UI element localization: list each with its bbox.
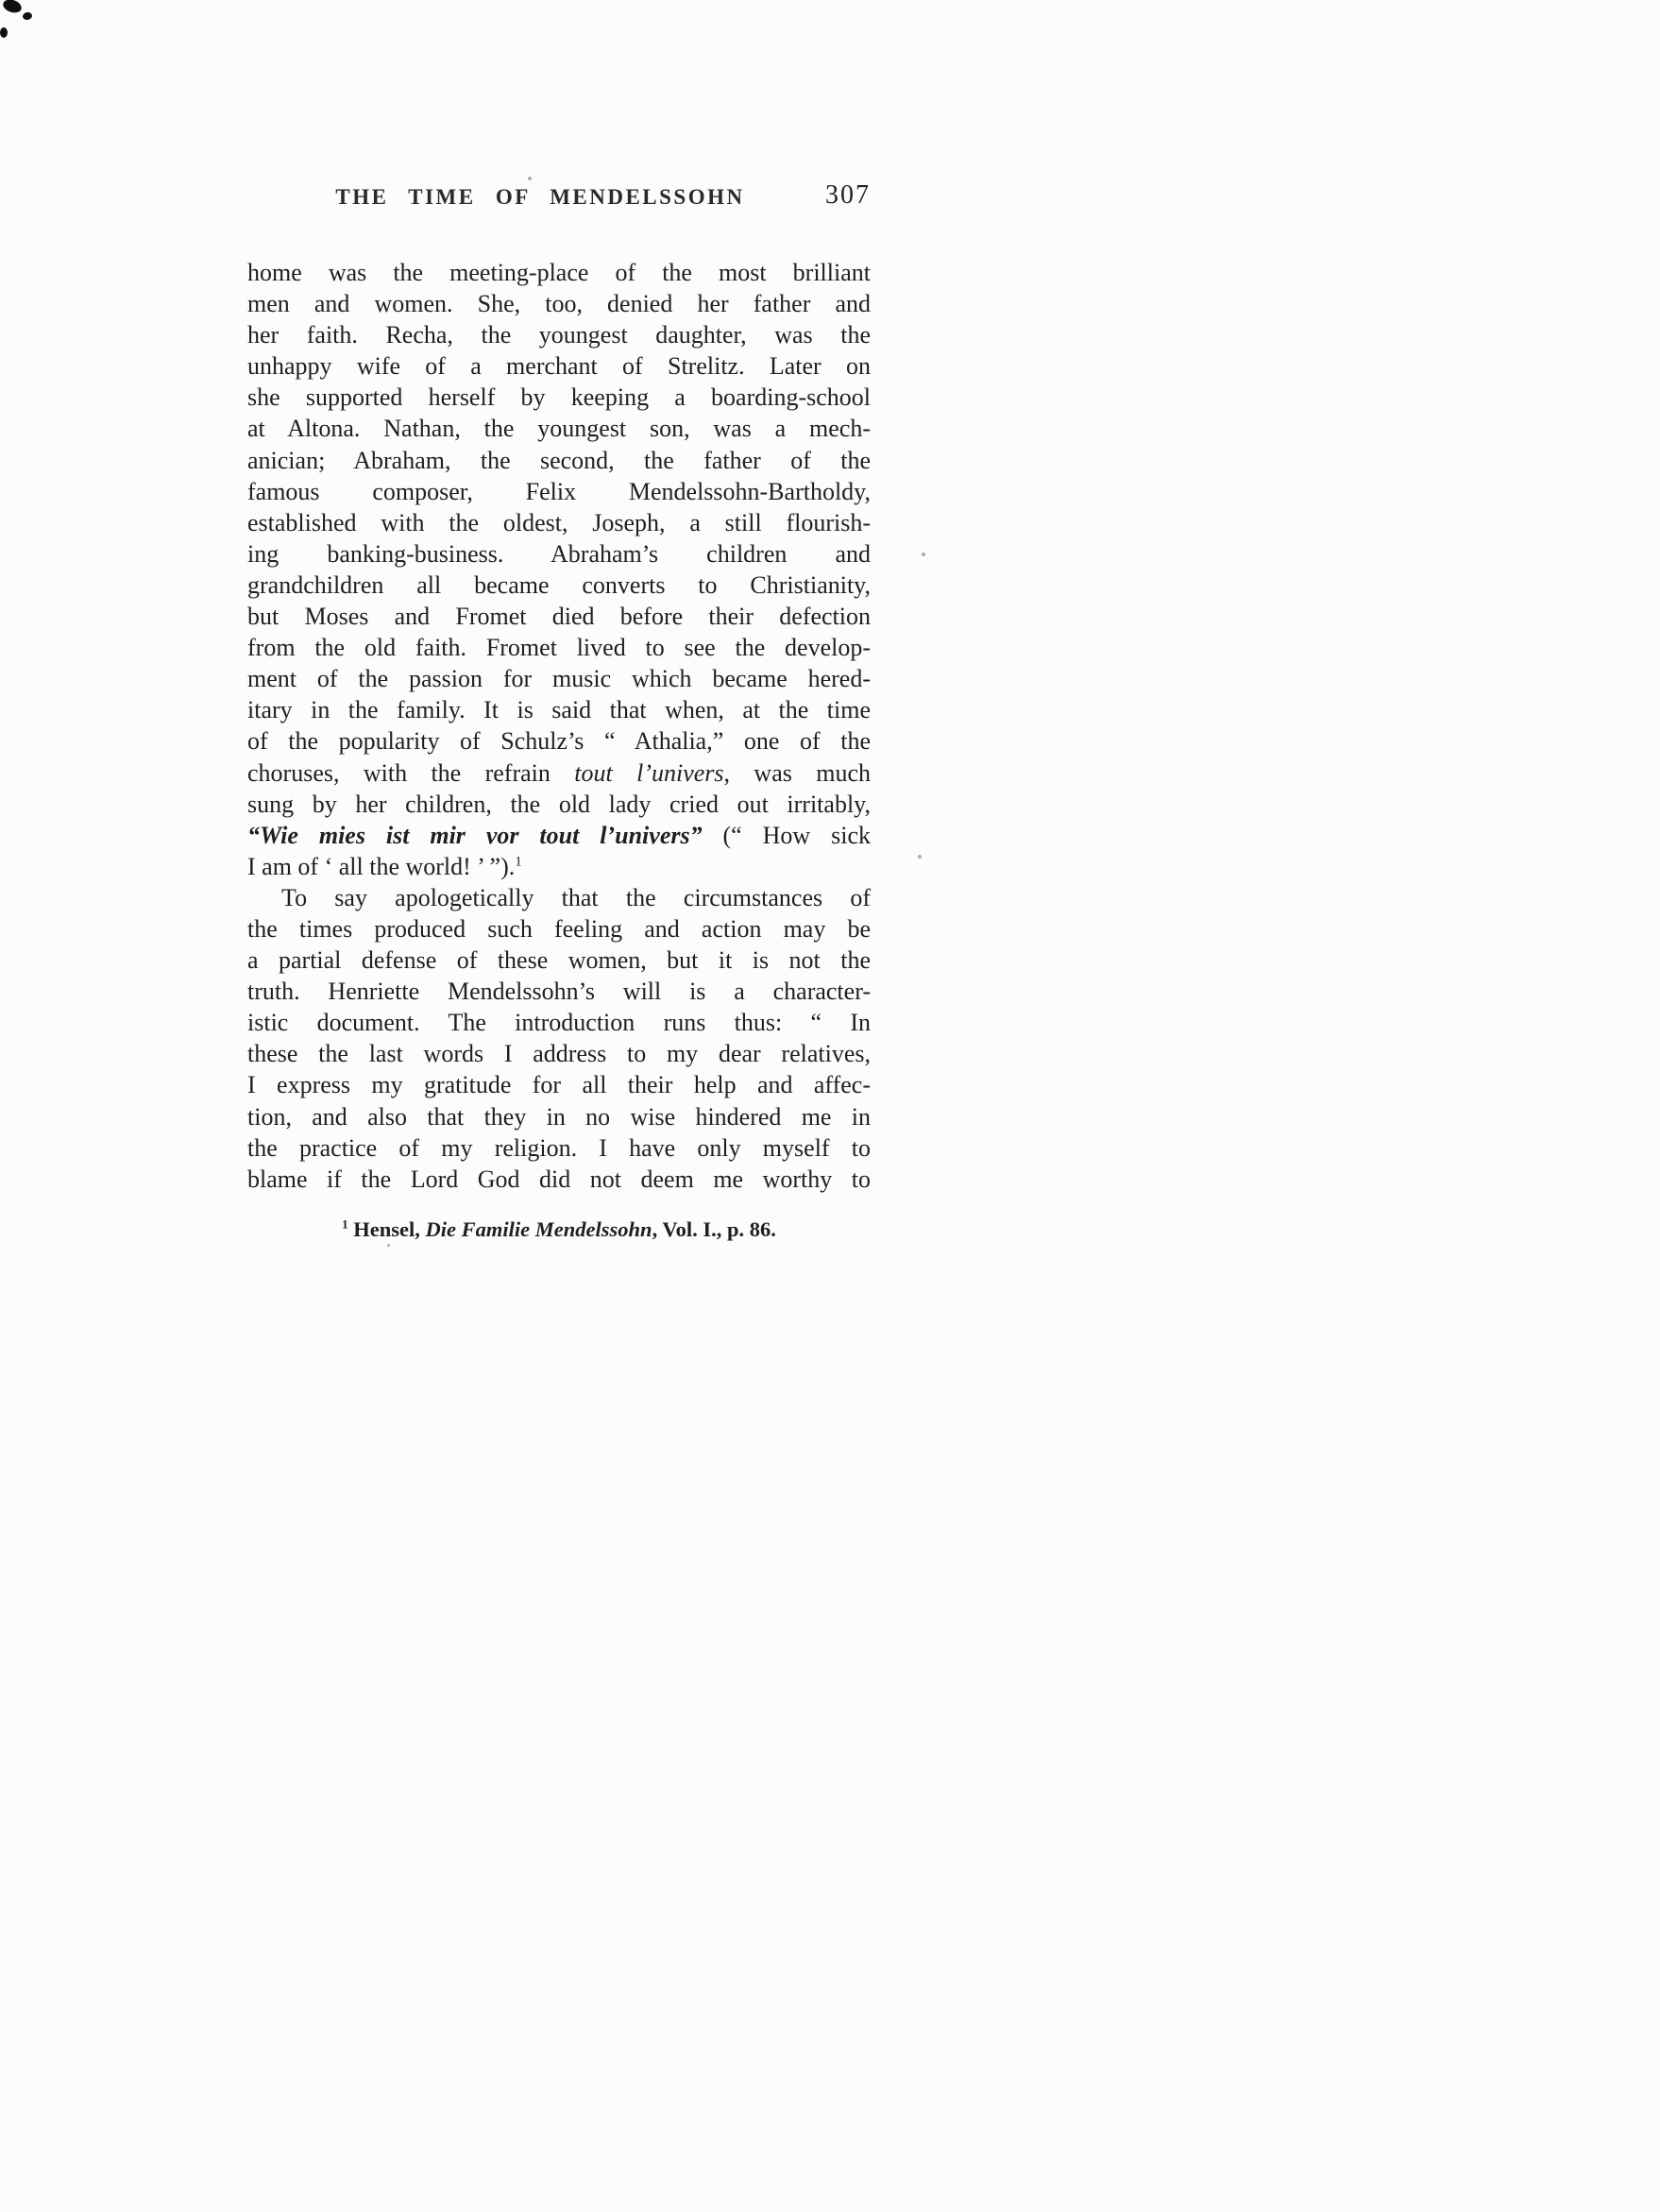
text-segment: of the popularity of Schulz’s “ Athalia,” one of the [247, 727, 871, 756]
text-segment: sung by her children, the old lady cried out irritably, [247, 790, 871, 818]
text-column [247, 180, 872, 1242]
text-line [247, 757, 871, 789]
text-segment: Hensel, [347, 1217, 426, 1241]
text-segment: ment of the passion for music which became hered- [247, 665, 871, 693]
text-line [247, 882, 871, 913]
text-segment: istic document. The introduction runs thus: “ In [247, 1009, 871, 1037]
scan-speck [528, 177, 532, 180]
text-segment: these the last words I address to my dear relatives, [247, 1040, 871, 1068]
text-segment: her faith. Recha, the youngest daughter, was the [247, 321, 871, 349]
text-segment: I am of ‘ all the world! ’ ”). [247, 852, 516, 880]
text-line [247, 663, 871, 694]
scan-artifact [1, 0, 23, 15]
text-segment: home was the meeting-place of the most brilliant [247, 259, 871, 286]
text-line [247, 538, 871, 570]
text-segment: To say apologetically that the circumstances of [281, 883, 871, 911]
text-segment: choruses, with the refrain [247, 758, 575, 787]
page-header [247, 180, 871, 223]
text-segment: men and women. She, too, denied her father and [247, 290, 871, 318]
text-line [247, 445, 871, 476]
text-segment: established with the oldest, Joseph, a still flourish- [247, 508, 871, 536]
text-segment: blame if the Lord God did not deem me worthy to [247, 1165, 871, 1193]
footnote [247, 1217, 871, 1242]
text-segment: but Moses and Fromet died before their defection [247, 603, 871, 631]
text-line [247, 257, 871, 288]
text-segment: 1 [515, 854, 522, 870]
text-segment: she supported herself by keeping a boarding-school [247, 383, 871, 412]
body-text [247, 257, 871, 1195]
text-segment: at Altona. Nathan, the youngest son, was a mech- [247, 415, 871, 443]
text-segment: tout l’univers [574, 758, 724, 787]
text-segment: (“ How sick [702, 821, 871, 849]
text-line [247, 476, 871, 507]
text-segment: truth. Henriette Mendelssohn’s will is a character- [247, 978, 871, 1006]
text-segment: , Vol. I., p. 86. [652, 1217, 776, 1241]
page-number: 307 [825, 180, 871, 210]
text-line [247, 944, 871, 976]
text-segment: itary in the family. It is said that when, at the time [247, 696, 871, 724]
text-segment: unhappy wife of a merchant of Strelitz. Later on [247, 352, 871, 381]
text-segment: ing banking-business. Abraham’s children and [247, 539, 871, 568]
text-line [247, 913, 871, 944]
text-line [247, 507, 871, 538]
text-segment: tion, and also that they in no wise hindered me in [247, 1102, 871, 1131]
text-line [247, 976, 871, 1007]
text-line [247, 820, 871, 851]
scan-artifact [22, 11, 32, 21]
text-line [247, 601, 871, 632]
scan-speck [918, 855, 922, 859]
text-line [247, 1069, 871, 1100]
text-line [247, 319, 871, 350]
text-segment: a partial defense of these women, but it is not the [247, 946, 871, 975]
text-line [247, 694, 871, 725]
text-segment: the times produced such feeling and action may be [247, 914, 871, 943]
text-segment: from the old faith. Fromet lived to see the develop- [247, 634, 871, 662]
text-line [247, 570, 871, 601]
scan-speck [387, 1244, 390, 1247]
text-segment: the practice of my religion. I have only myself to [247, 1133, 871, 1162]
text-line [247, 1164, 871, 1195]
paragraph [247, 257, 871, 882]
text-line [247, 789, 871, 820]
running-title: THE TIME OF MENDELSSOHN [335, 185, 745, 209]
text-line [247, 1132, 871, 1164]
scan-artifact [0, 27, 8, 38]
text-line [247, 382, 871, 413]
text-line [247, 725, 871, 757]
text-segment: grandchildren all became converts to Christianity, [247, 570, 871, 599]
text-line [247, 288, 871, 319]
text-line [247, 1101, 871, 1132]
text-line [247, 413, 871, 444]
text-line [247, 851, 871, 882]
paragraph [247, 882, 871, 1195]
scan-speck [922, 553, 925, 556]
text-segment: I express my gratitude for all their help and affec- [247, 1071, 871, 1099]
text-line [247, 632, 871, 663]
text-line [247, 350, 871, 382]
text-segment: 1 [342, 1217, 348, 1232]
text-segment: anician; Abraham, the second, the father of the [247, 446, 871, 474]
text-segment: , was much [723, 758, 872, 787]
text-segment: famous composer, Felix Mendelssohn-Bartholdy, [247, 477, 871, 505]
text-segment: “Wie mies ist mir vor tout l’univers” [247, 821, 703, 849]
text-segment: Die Familie Mendelssohn [425, 1217, 652, 1241]
text-line [247, 1007, 871, 1038]
text-line [247, 1038, 871, 1069]
